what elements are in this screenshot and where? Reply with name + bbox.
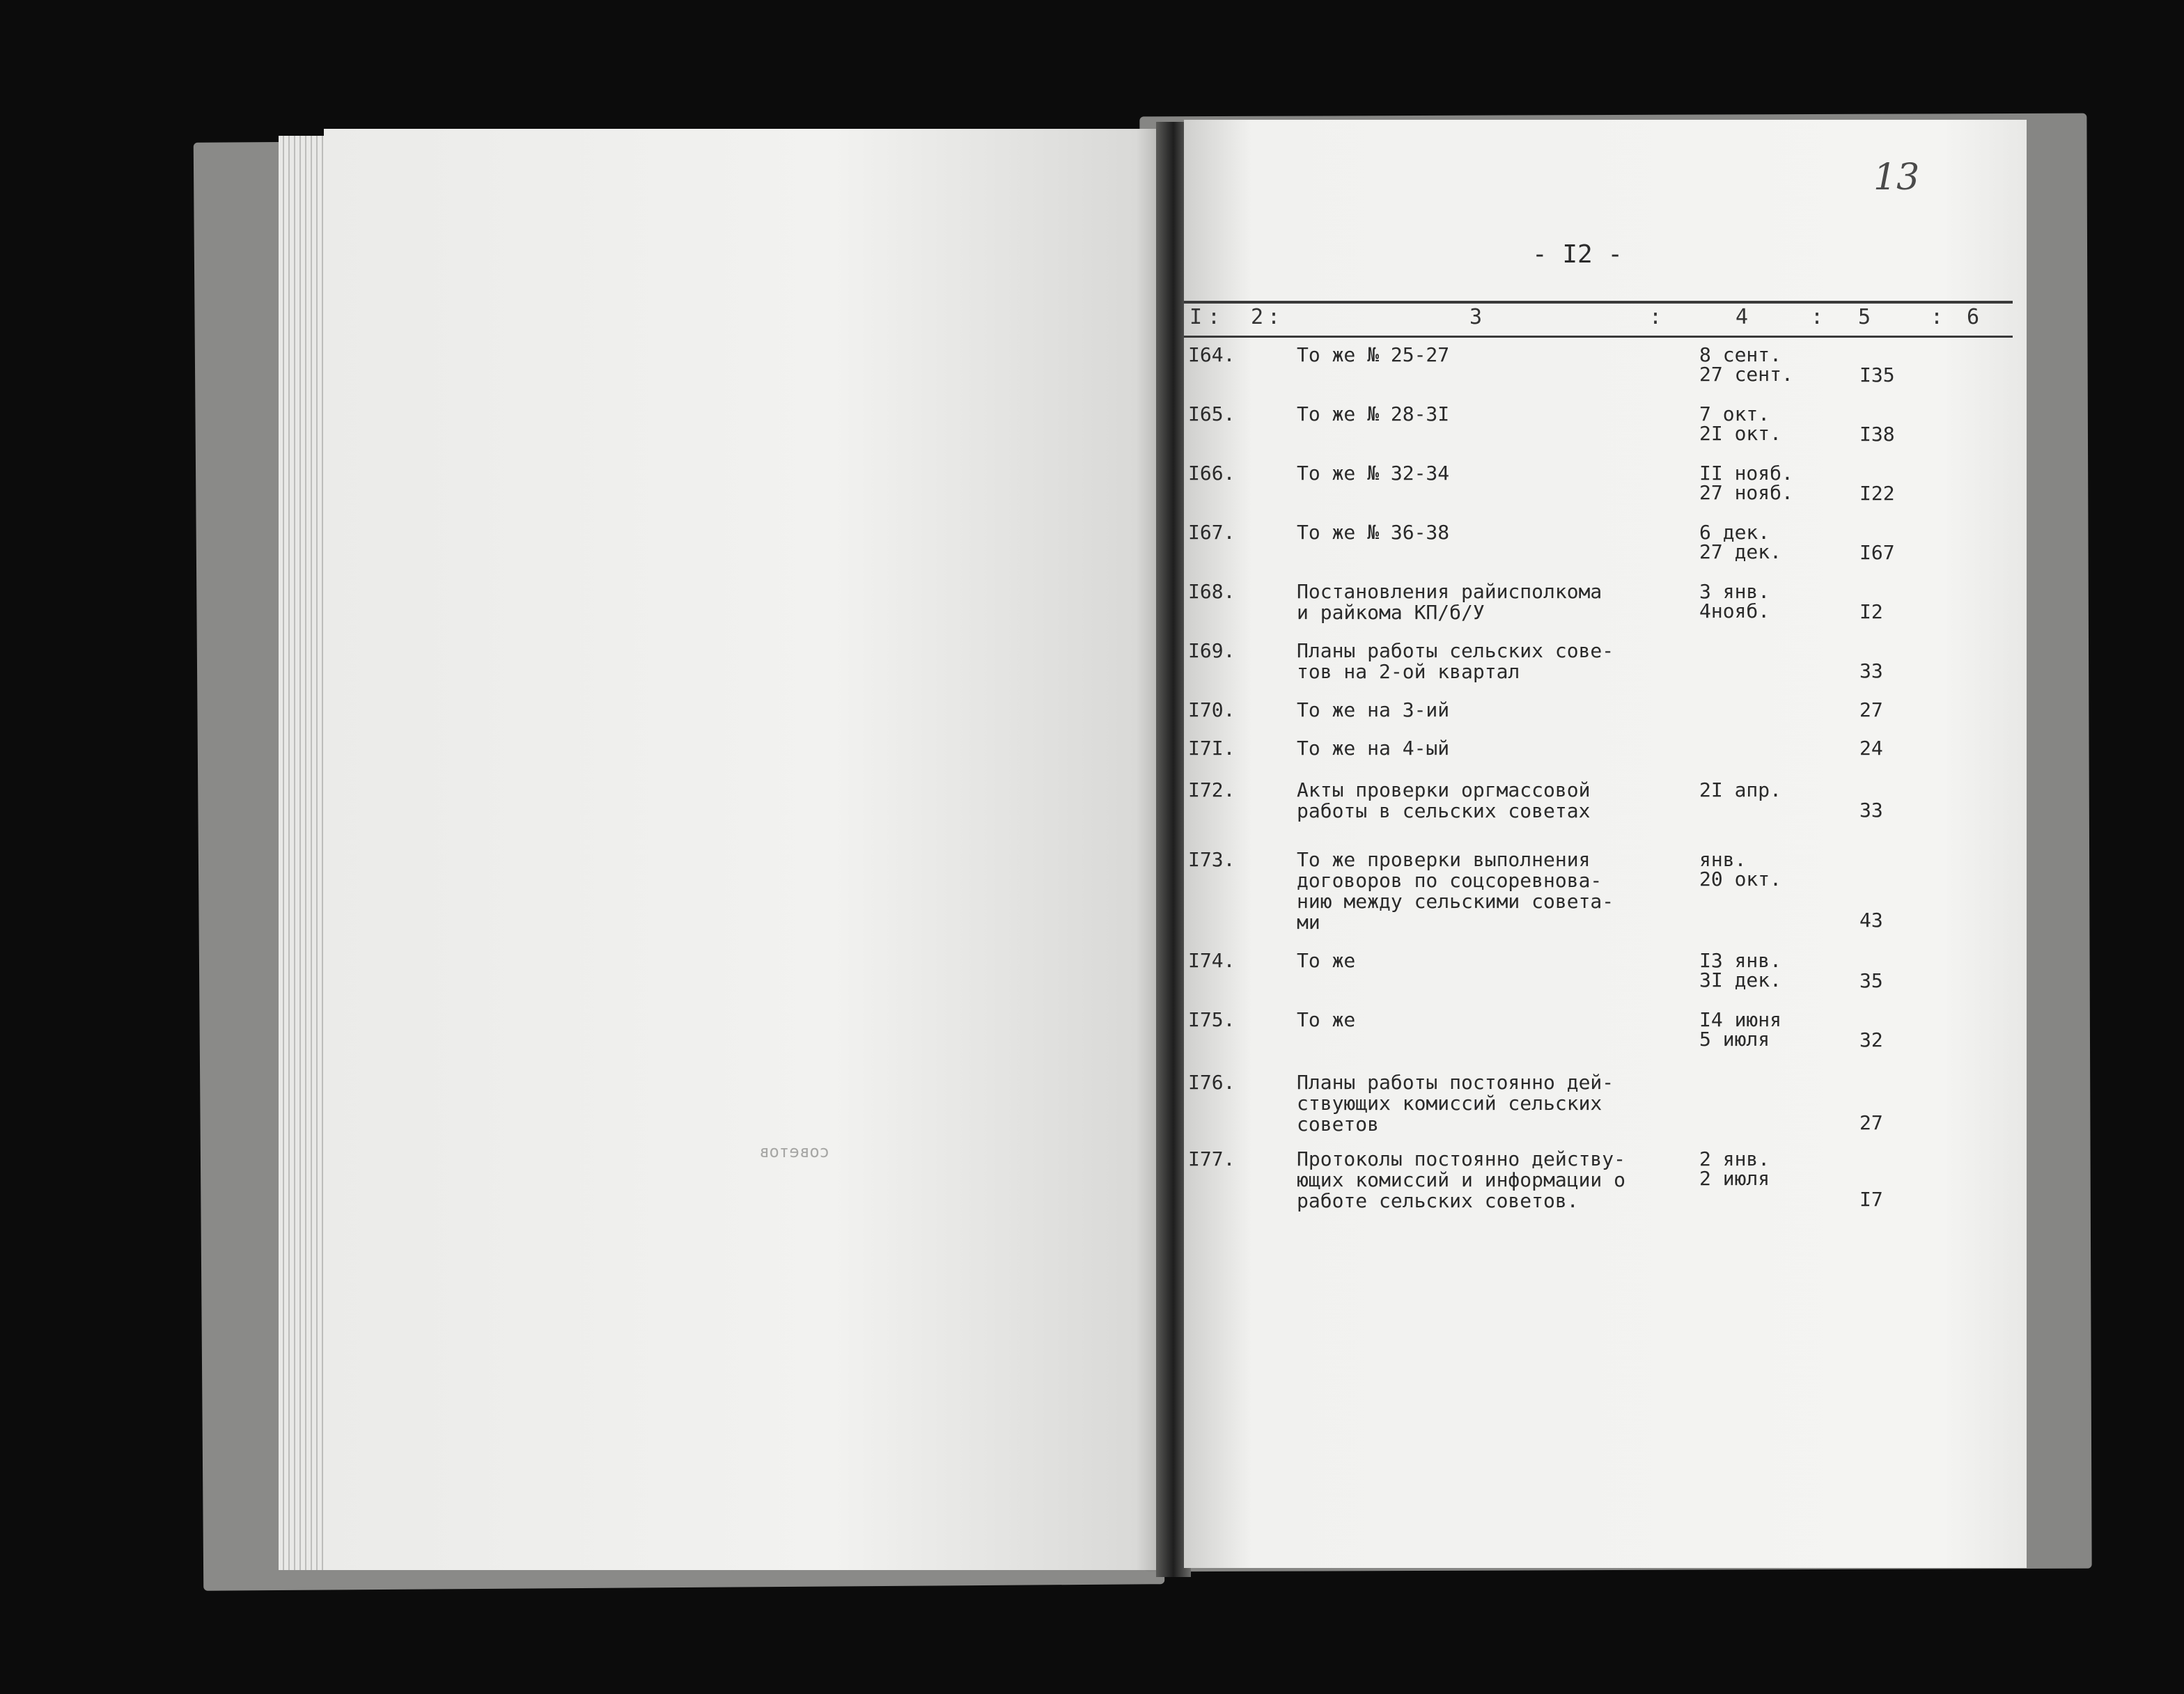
item-number: I68. <box>1188 580 1235 603</box>
item-page-count: 27 <box>1859 698 1883 721</box>
item-number: I65. <box>1188 402 1235 425</box>
item-page-count: I2 <box>1859 600 1883 623</box>
column-header-5: 5 <box>1858 305 1871 329</box>
item-title-line: То же на 3-ий <box>1297 698 1450 721</box>
item-title-line: Протоколы постоянно действу- <box>1297 1147 1626 1170</box>
column-separator: : <box>1930 305 1944 329</box>
item-page-count: 24 <box>1859 737 1883 760</box>
item-page-count: I22 <box>1859 482 1895 505</box>
item-title-line: То же № 28-3I <box>1297 402 1450 425</box>
item-page-count: 35 <box>1859 969 1883 992</box>
item-title-line: тов на 2-ой квартал <box>1297 660 1520 683</box>
item-title-line: То же проверки выполнения <box>1297 848 1591 871</box>
column-header-4: 4 <box>1736 305 1749 329</box>
item-title-line: ствующих комиссий сельских <box>1297 1092 1602 1115</box>
item-number: I75. <box>1188 1008 1235 1031</box>
item-page-count: 43 <box>1859 909 1883 932</box>
item-title-line: ющих комиссий и информации о <box>1297 1168 1626 1191</box>
item-title-line: и райкома КП/б/У <box>1297 601 1485 624</box>
item-date-line: 3 янв. <box>1699 580 1770 603</box>
item-title-line: ми <box>1297 911 1320 934</box>
item-page-count: 33 <box>1859 659 1883 682</box>
item-title-line: То же № 36-38 <box>1297 521 1450 544</box>
page-number: - I2 - <box>1532 240 1623 269</box>
item-title-line: работы в сельских советах <box>1297 799 1591 822</box>
item-date-line: 2 июля <box>1699 1167 1770 1190</box>
item-number: I76. <box>1188 1071 1235 1094</box>
item-page-count: 27 <box>1859 1111 1883 1134</box>
column-header-6: 6 <box>1967 305 1980 329</box>
column-separator: : <box>1268 305 1281 329</box>
column-header-2: 2 <box>1251 305 1264 329</box>
item-date-line: 2 янв. <box>1699 1147 1770 1170</box>
item-page-count: I38 <box>1859 423 1895 446</box>
left-page <box>324 129 1170 1570</box>
item-number: I74. <box>1188 949 1235 972</box>
item-date-line: 27 сент. <box>1699 363 1793 386</box>
item-number: I7I. <box>1188 737 1235 760</box>
table-header <box>1184 301 2013 338</box>
column-separator: : <box>1811 305 1824 329</box>
item-number: I69. <box>1188 639 1235 662</box>
item-date-line: 3I дек. <box>1699 968 1782 991</box>
item-number: I73. <box>1188 848 1235 871</box>
item-page-count: 33 <box>1859 799 1883 822</box>
item-number: I66. <box>1188 462 1235 485</box>
item-title-line: То же № 32-34 <box>1297 462 1450 485</box>
item-title-line: советов <box>1297 1113 1380 1136</box>
item-date-line: 8 сент. <box>1699 343 1782 366</box>
column-separator: : <box>1208 305 1221 329</box>
item-title-line: То же <box>1297 949 1356 972</box>
item-title-line: Планы работы постоянно дей- <box>1297 1071 1614 1094</box>
item-title-line: Планы работы сельских сове- <box>1297 639 1614 662</box>
column-header-3: 3 <box>1469 305 1483 329</box>
item-title-line: То же на 4-ый <box>1297 737 1450 760</box>
item-number: I72. <box>1188 778 1235 801</box>
item-title-line: работе сельских советов. <box>1297 1189 1579 1212</box>
item-date-line: I3 янв. <box>1699 949 1782 972</box>
item-date-line: 27 нояб. <box>1699 481 1793 504</box>
column-header-1: I <box>1190 305 1203 329</box>
item-date-line: 2I окт. <box>1699 422 1782 445</box>
item-number: I70. <box>1188 698 1235 721</box>
item-title-line: Акты проверки оргмассовой <box>1297 778 1591 801</box>
item-page-count: I7 <box>1859 1188 1883 1211</box>
item-date-line: 7 окт. <box>1699 402 1770 425</box>
item-date-line: I4 июня <box>1699 1008 1782 1031</box>
item-title-line: То же <box>1297 1008 1356 1031</box>
item-page-count: I67 <box>1859 541 1895 564</box>
item-date-line: янв. <box>1699 848 1747 871</box>
item-date-line: 4нояб. <box>1699 599 1770 622</box>
item-date-line: 5 июля <box>1699 1028 1770 1051</box>
item-date-line: 20 окт. <box>1699 868 1782 891</box>
item-page-count: I35 <box>1859 363 1895 386</box>
item-date-line: 6 дек. <box>1699 521 1770 544</box>
item-title-line: Постановления райисполкома <box>1297 580 1602 603</box>
item-title-line: договоров по соцсоревнова- <box>1297 869 1602 892</box>
bleed-through-text: советов <box>759 1142 830 1161</box>
column-separator: : <box>1649 305 1662 329</box>
item-number: I64. <box>1188 343 1235 366</box>
page-edges <box>279 136 327 1570</box>
item-number: I67. <box>1188 521 1235 544</box>
item-page-count: 32 <box>1859 1028 1883 1051</box>
item-date-line: II нояб. <box>1699 462 1793 485</box>
item-date-line: 27 дек. <box>1699 540 1782 563</box>
item-number: I77. <box>1188 1147 1235 1170</box>
folio-number: 13 <box>1873 157 1920 198</box>
item-title-line: нию между сельскими совета- <box>1297 890 1614 913</box>
item-date-line: 2I апр. <box>1699 778 1782 801</box>
item-title-line: То же № 25-27 <box>1297 343 1450 366</box>
